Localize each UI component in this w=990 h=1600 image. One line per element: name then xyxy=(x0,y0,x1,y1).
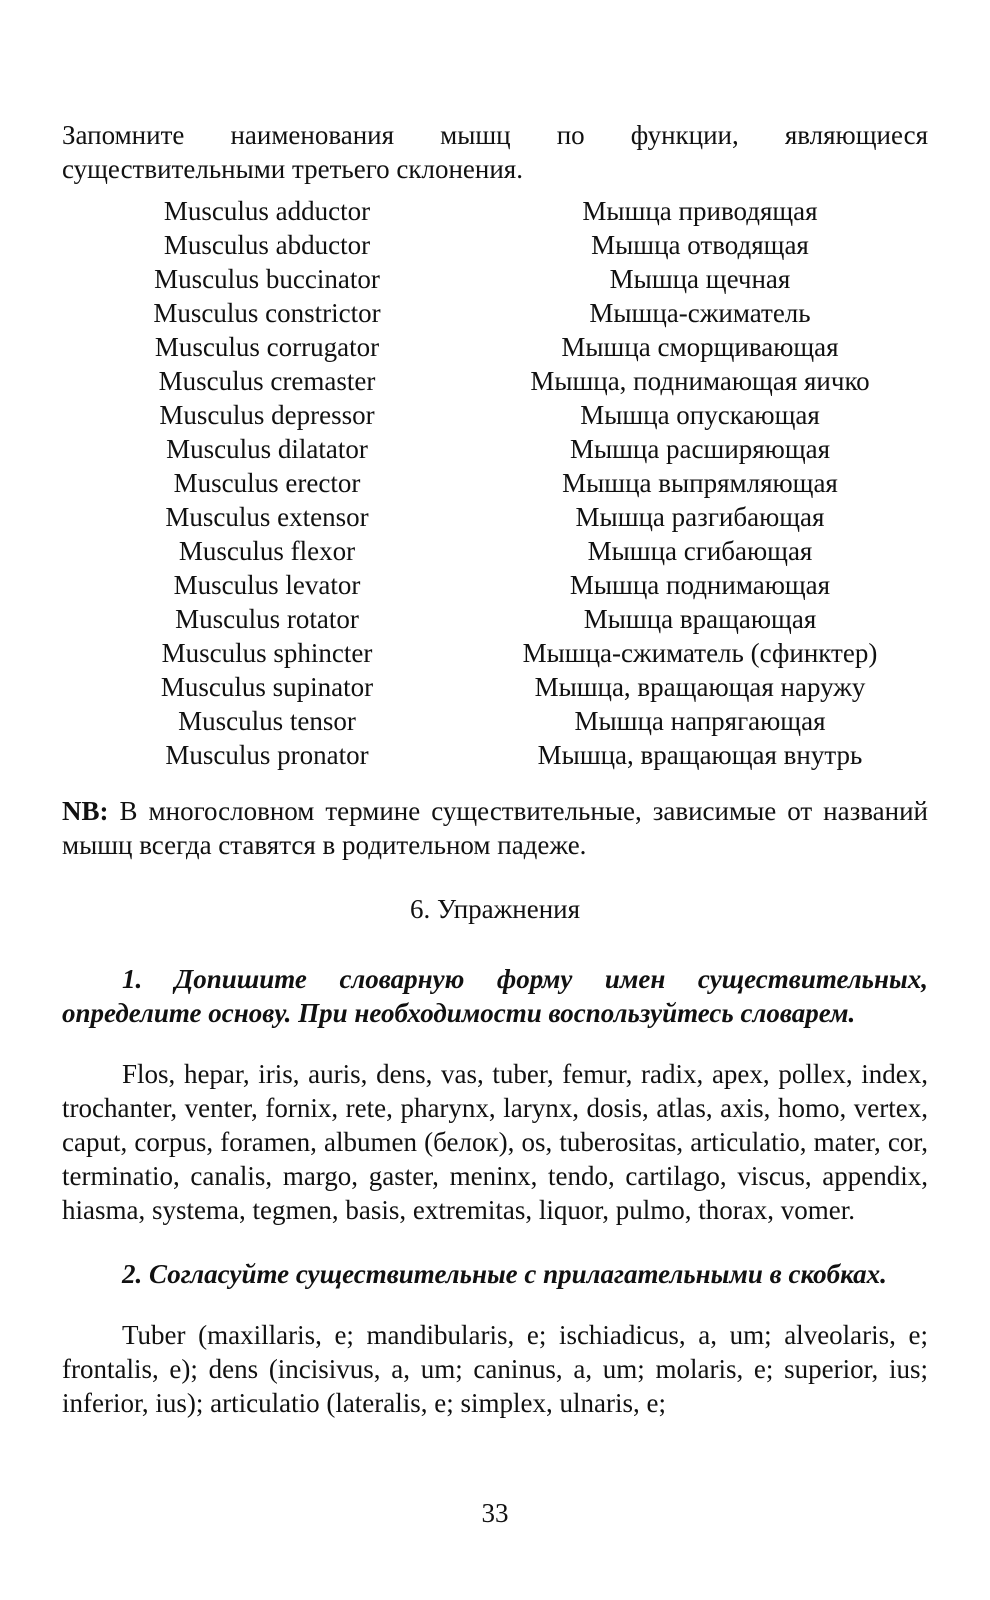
latin-term: Musculus cremaster xyxy=(158,366,376,396)
russian-term: Мышца сморщивающая xyxy=(561,332,839,362)
russian-term: Мышца вращающая xyxy=(583,604,817,634)
task1-body: Flos, hepar, iris, auris, dens, vas, tuber, femur, radix, apex, pollex, index, trochanter, venter, fornix, rete, pharynx, larynx, dosis, atlas, axis, homo, vertex, caput, corpus, foramen, albumen (белок), os, tuberositas, articulatio, mater, cor, terminatio, canalis, margo, gaster, meninx, tendo, cartilago, viscus, appendix, hiasma, systema, tegmen, basis, extremitas, liquor, pulmo, thorax, vomer. xyxy=(62,1059,928,1225)
russian-term: Мышца опускающая xyxy=(580,400,820,430)
russian-term: Мышца поднимающая xyxy=(569,570,831,600)
russian-term: Мышца отводящая xyxy=(591,230,809,260)
russian-term: Мышца-сжиматель xyxy=(589,298,811,328)
latin-term: Musculus constrictor xyxy=(153,298,381,328)
nb-label: NB: xyxy=(62,796,109,826)
russian-term: Мышца сгибающая xyxy=(587,536,813,566)
russian-term: Мышца выпрямляющая xyxy=(562,468,838,498)
task2-body: Tuber (maxillaris, e; mandibularis, e; ischiadicus, a, um; alveolaris, e; frontalis, e); dens (incisivus, a, um; caninus, a, um; molaris, e; superior, ius; inferior, ius); articulatio (lateralis, e; simplex, ulnaris, e; xyxy=(62,1320,928,1418)
section-title: 6. Упражнения xyxy=(409,894,581,924)
latin-term: Musculus rotator xyxy=(175,604,359,634)
latin-term: Musculus flexor xyxy=(178,536,356,566)
russian-column xyxy=(472,194,928,772)
latin-term: Musculus depressor xyxy=(159,400,375,430)
russian-term: Мышца расширяющая xyxy=(569,434,831,464)
russian-term: Мышца, вращающая наружу xyxy=(534,672,866,702)
latin-term: Musculus extensor xyxy=(165,502,369,532)
russian-term: Мышца, поднимающая яичко xyxy=(530,366,870,396)
muscle-terms-table xyxy=(62,194,928,772)
latin-column xyxy=(62,194,472,772)
task1-title: 1. Допишите словарную форму имен существительных, определите основу. При необходимости воспользуйтесь словарем. xyxy=(62,964,928,1028)
intro-paragraph: Запомните наименования мышц по функции, являющиеся существительными третьего склонения. xyxy=(62,120,928,184)
latin-term: Musculus buccinator xyxy=(154,264,380,294)
latin-term: Musculus dilatator xyxy=(166,434,368,464)
russian-term: Мышца щечная xyxy=(609,264,791,294)
latin-term: Musculus corrugator xyxy=(154,332,380,362)
latin-term: Musculus adductor xyxy=(163,196,371,226)
page-number: 33 xyxy=(481,1498,509,1528)
latin-term: Musculus abductor xyxy=(163,230,371,260)
russian-term: Мышца приводящая xyxy=(582,196,818,226)
page-content xyxy=(62,118,928,1420)
russian-term: Мышца, вращающая внутрь xyxy=(537,740,863,770)
nb-note xyxy=(62,794,928,862)
task2-title: 2. Согласуйте существительные с прилагательными в скобках. xyxy=(122,1259,887,1289)
russian-term: Мышца-сжиматель (сфинктер) xyxy=(522,638,878,668)
latin-term: Musculus tensor xyxy=(178,706,356,736)
latin-term: Musculus levator xyxy=(173,570,361,600)
latin-term: Musculus supinator xyxy=(160,672,374,702)
latin-term: Musculus erector xyxy=(173,468,361,498)
russian-term: Мышца напрягающая xyxy=(574,706,826,736)
russian-term: Мышца разгибающая xyxy=(575,502,825,532)
latin-term: Musculus sphincter xyxy=(161,638,373,668)
nb-text: В многословном термине существительные, зависимые от названий мышц всегда ставятся в родительном падеже. xyxy=(62,796,928,860)
latin-term: Musculus pronator xyxy=(165,740,369,770)
